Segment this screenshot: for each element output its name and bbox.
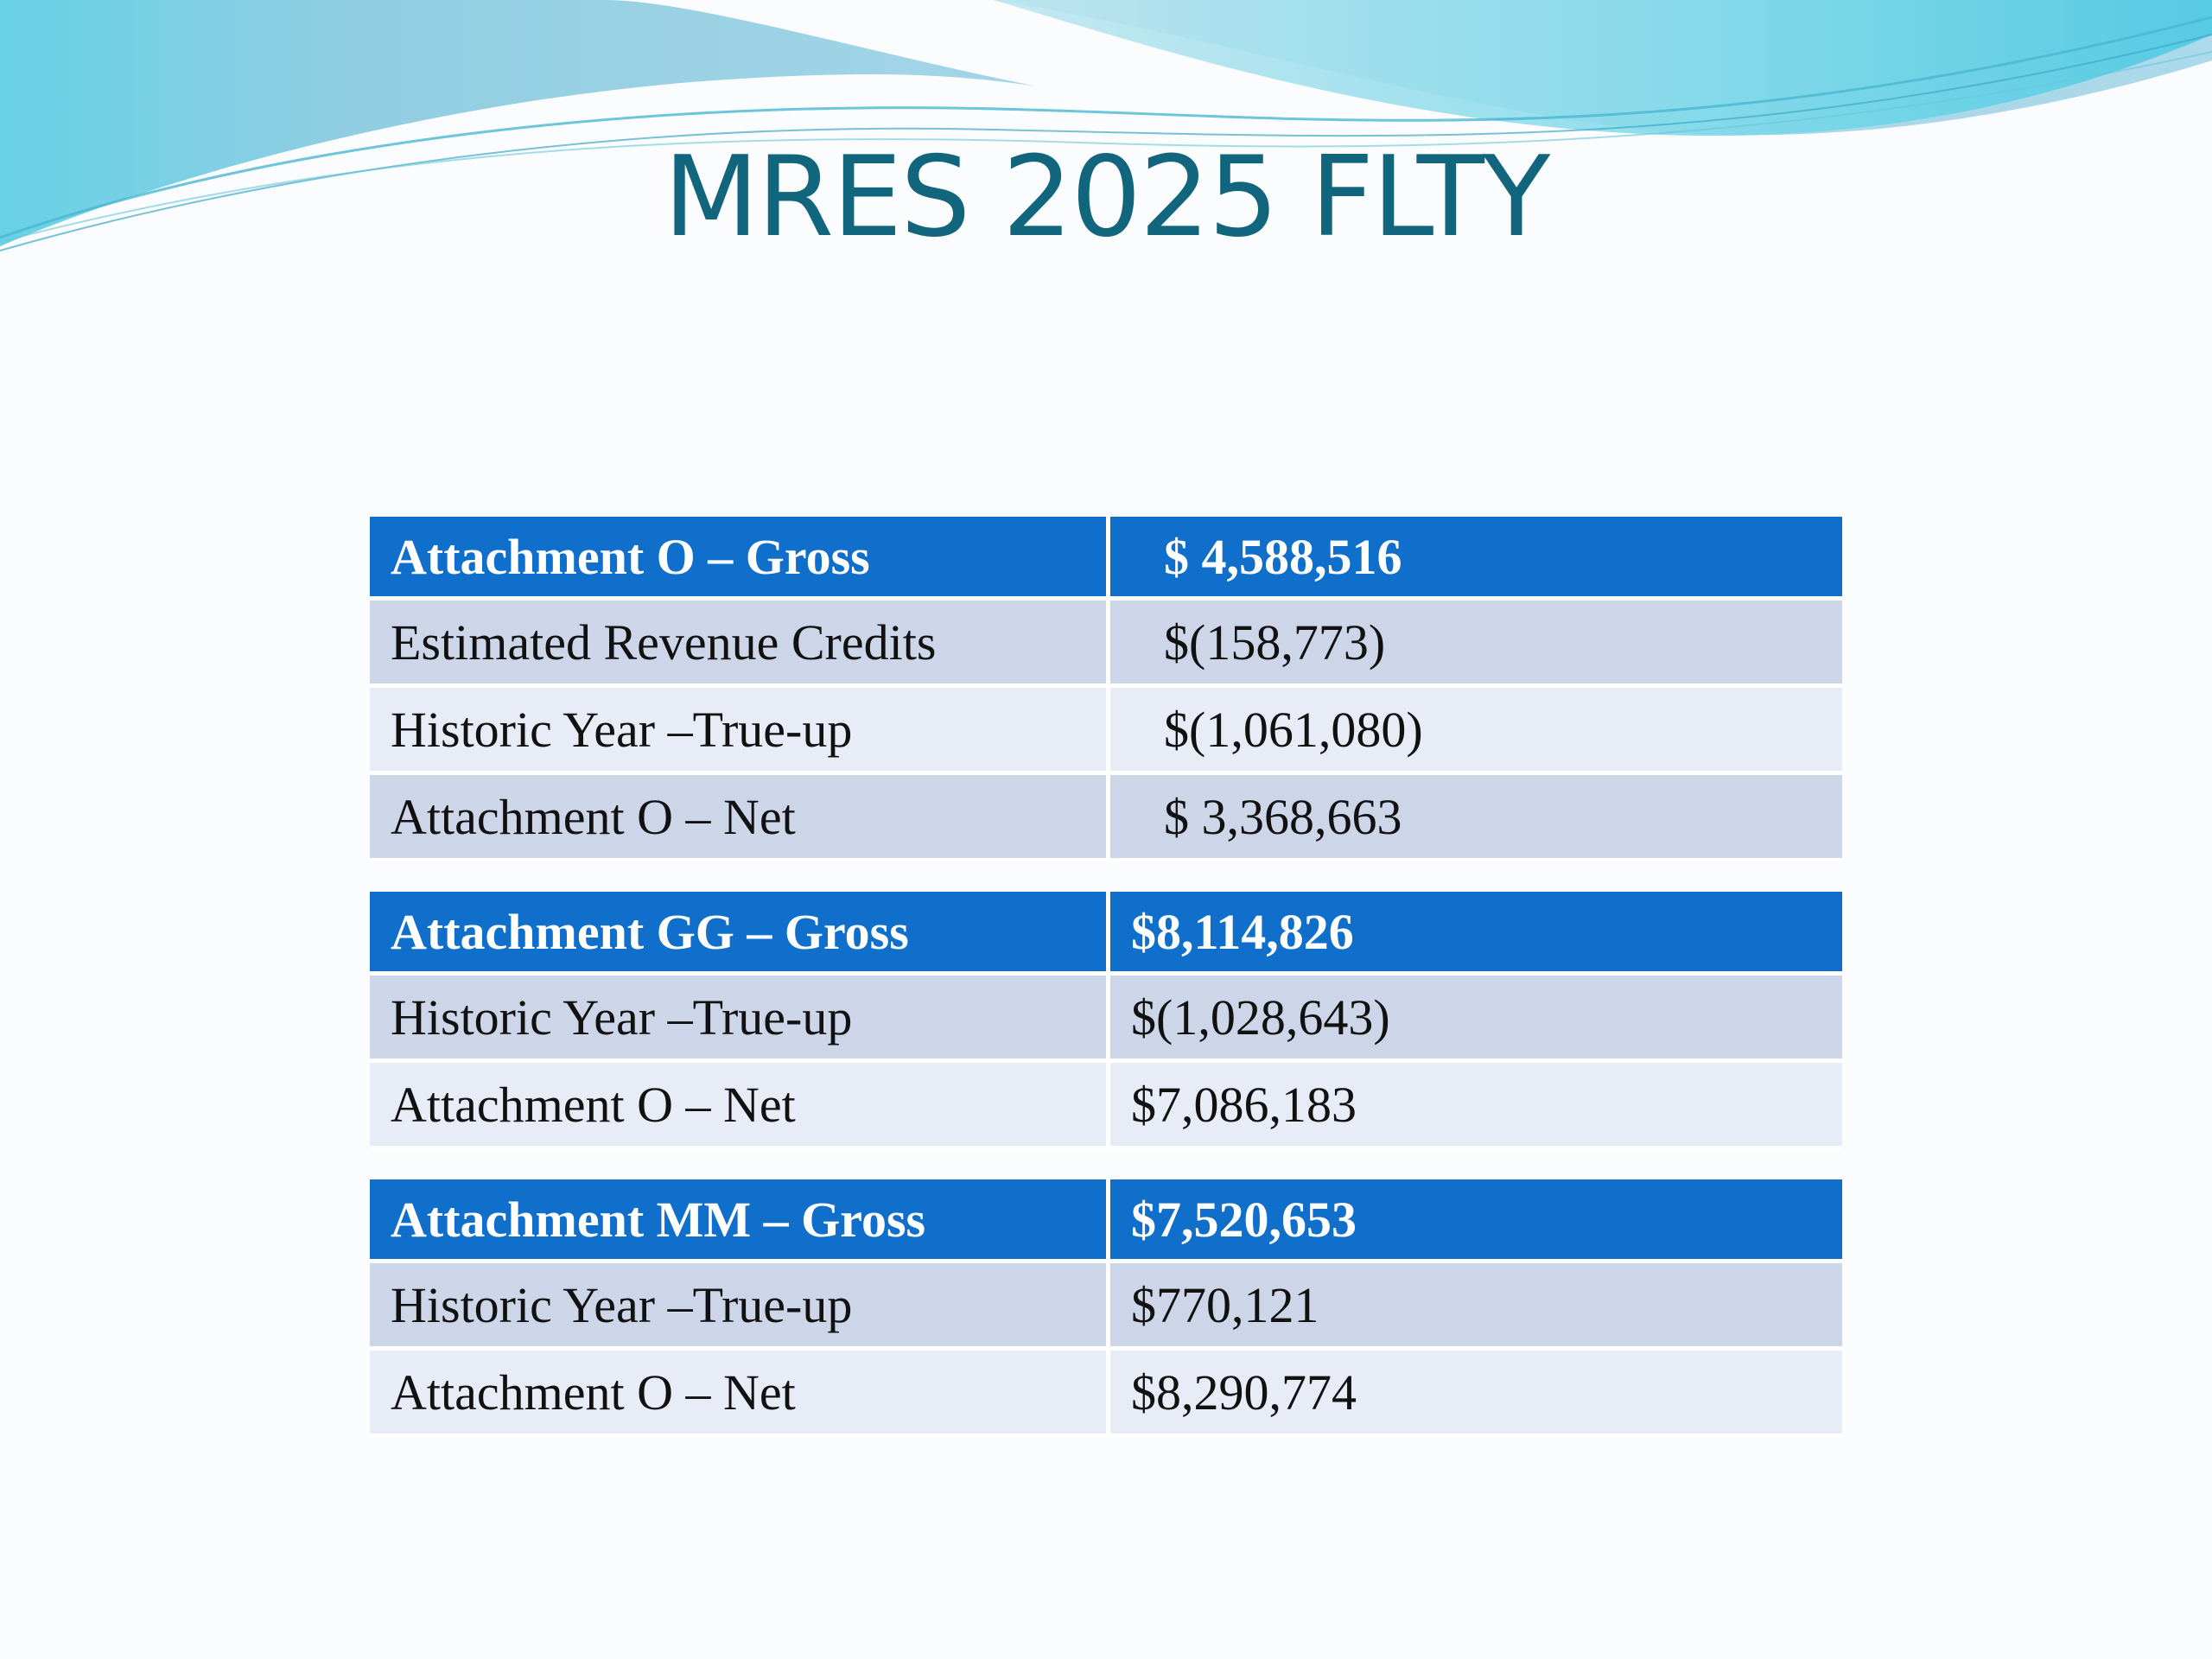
table-row [370, 775, 1842, 862]
table-row [370, 688, 1842, 775]
table-row [370, 976, 1842, 1063]
row-value: $ 3,368,663 [1106, 775, 1842, 862]
row-value: $770,121 [1106, 1263, 1842, 1351]
table-row [370, 1179, 1842, 1263]
attachment-gg-table [370, 892, 1842, 1150]
attachment-mm-table [370, 1179, 1842, 1438]
table-row [370, 601, 1842, 688]
table-row [370, 1063, 1842, 1150]
row-label: Attachment O – Net [370, 775, 1106, 862]
revenue-tables [370, 517, 1842, 1438]
row-value: $(1,061,080) [1106, 688, 1842, 775]
row-value: $(1,028,643) [1106, 976, 1842, 1063]
row-value: $ 4,588,516 [1106, 517, 1842, 601]
row-label: Historic Year –True-up [370, 1263, 1106, 1351]
row-label: Attachment MM – Gross [370, 1179, 1106, 1263]
row-value: $(158,773) [1106, 601, 1842, 688]
row-label: Historic Year –True-up [370, 688, 1106, 775]
row-label: Attachment O – Net [370, 1063, 1106, 1150]
row-value: $8,290,774 [1106, 1351, 1842, 1438]
row-value: $8,114,826 [1106, 892, 1842, 976]
table-row [370, 1351, 1842, 1438]
row-label: Attachment O – Net [370, 1351, 1106, 1438]
row-label: Attachment O – Gross [370, 517, 1106, 601]
row-value: $7,520,653 [1106, 1179, 1842, 1263]
row-label: Attachment GG – Gross [370, 892, 1106, 976]
table-row [370, 1263, 1842, 1351]
row-label: Historic Year –True-up [370, 976, 1106, 1063]
row-value: $7,086,183 [1106, 1063, 1842, 1150]
attachment-o-table [370, 517, 1842, 862]
slide-title: MRES 2025 FLTY [663, 133, 1549, 262]
row-label: Estimated Revenue Credits [370, 601, 1106, 688]
table-row [370, 892, 1842, 976]
table-row [370, 517, 1842, 601]
